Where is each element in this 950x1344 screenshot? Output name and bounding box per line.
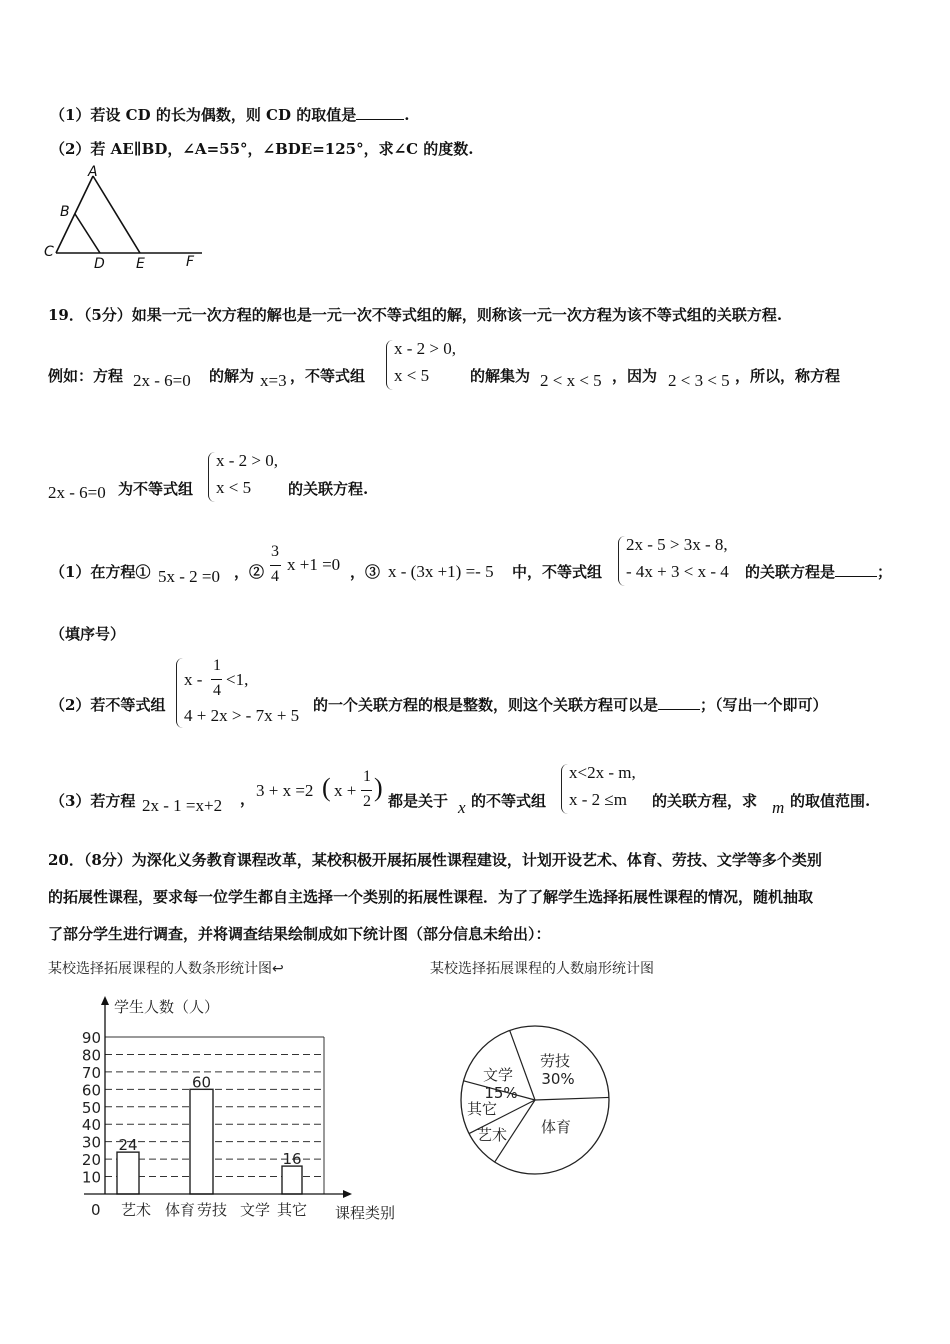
q19-intro: 19．（5分）如果一元一次方程的解也是一元一次不等式组的解，则称该一元一次方程为该不等式组的关联方程. <box>48 306 783 324</box>
pie-percent-label: 15% <box>484 1084 518 1102</box>
p3-prefix: （3）若方程 <box>50 792 136 810</box>
example-solution-set: 2 < x < 5 <box>540 371 602 390</box>
conclusion-ineq-1: x - 2 > 0, <box>216 451 278 470</box>
example-solution: x=3 <box>260 371 287 390</box>
p2-fraction-numerator: 1 <box>213 657 221 674</box>
pie-chart-title: 某校选择拓展课程的人数扇形统计图 <box>430 961 654 977</box>
segment-ae <box>93 176 140 253</box>
brace <box>561 764 568 814</box>
q20-line-2: 的拓展性课程，要求每一位学生都自主选择一个类别的拓展性课程．为了了解学生选择拓展性课程的情况，随机抽取 <box>48 888 814 906</box>
p1-ineq-1: 2x - 5 > 3x - 8, <box>626 535 728 554</box>
p1-comma-1: ，② <box>234 563 265 581</box>
p3-equation-1: 2x - 1 =x+2 <box>142 796 223 815</box>
x-tick-label: 劳技 <box>196 1201 228 1219</box>
conclusion-equation: 2x - 6=0 <box>48 483 106 502</box>
example-check: 2 < 3 < 5 <box>668 371 730 390</box>
p2-suffix: 的一个关联方程的根是整数，则这个关联方程可以是 ；（写出一个即可） <box>313 696 828 714</box>
p1-note: （填序号） <box>50 625 126 643</box>
label-e: E <box>136 256 145 272</box>
p1-suffix: 的关联方程是 ； <box>745 563 893 581</box>
fraction-bar <box>361 790 372 791</box>
brace <box>386 340 393 390</box>
brace <box>208 452 215 502</box>
bar-value-label: 16 <box>282 1150 302 1169</box>
answer-blank[interactable] <box>658 695 700 710</box>
bar-chart <box>40 988 420 1228</box>
example-ineq-1: x - 2 > 0, <box>394 339 456 358</box>
label-b: B <box>60 204 70 220</box>
x-tick-labels <box>121 1201 307 1219</box>
y-tick-label: 80 <box>81 1046 101 1065</box>
right-paren: ) <box>374 773 383 802</box>
origin-label: 0 <box>91 1201 101 1219</box>
x-tick-label: 文学 <box>239 1201 271 1219</box>
bar-value-label: 24 <box>118 1136 138 1155</box>
q18-part1: （1）若设 CD 的长为偶数，则 CD 的取值是 . <box>50 106 410 124</box>
p1-comma-2: ，③ <box>350 563 381 581</box>
y-tick-label: 40 <box>81 1116 101 1135</box>
answer-blank[interactable] <box>835 562 877 577</box>
p3-equation-2-inner: x + <box>334 781 357 800</box>
example-because: ，因为 <box>612 367 658 385</box>
p1-fraction-numerator: 3 <box>271 543 279 560</box>
y-tick-labels <box>82 1029 101 1187</box>
pie-slice-label: 其它 <box>466 1100 498 1118</box>
conclusion-suffix: 的关联方程. <box>288 480 369 498</box>
bar <box>190 1089 213 1194</box>
x-axis-label: 课程类别 <box>335 1204 396 1222</box>
example-ineq-2: x < 5 <box>394 366 430 385</box>
p2-fraction-denominator: 4 <box>213 682 221 699</box>
p3-variable-m: m <box>772 798 785 817</box>
x-tick-label: 体育 <box>164 1201 196 1219</box>
label-c: C <box>44 244 54 260</box>
bar <box>117 1152 139 1194</box>
pie-slice-label: 文学 <box>482 1066 514 1084</box>
brace <box>618 536 625 586</box>
q19-example-prefix: 例如：方程 <box>48 367 124 385</box>
pie-chart <box>440 1020 630 1190</box>
p3-fraction-denominator: 2 <box>363 793 371 810</box>
example-therefore: ，所以，称方程 <box>735 367 841 385</box>
p3-variable-x: x <box>458 798 466 817</box>
p1-equation-3: x - (3x +1) =- 5 <box>388 562 494 581</box>
x-tick-label: 艺术 <box>120 1201 152 1219</box>
label-f: F <box>186 254 195 270</box>
p3-equation-2-pre: 3 + x =2 <box>256 781 314 800</box>
y-axis-arrow-icon <box>101 996 109 1005</box>
fraction-bar <box>211 679 222 680</box>
pie-percent-label: 30% <box>541 1070 575 1088</box>
bar-value-label: 60 <box>191 1073 212 1092</box>
fraction-bar <box>270 565 281 566</box>
example-ineq-label: ，不等式组 <box>290 367 366 385</box>
p3-ineq-1: x<2x - m, <box>569 763 636 782</box>
y-tick-label: 10 <box>81 1168 101 1187</box>
x-axis-arrow-icon <box>343 1190 352 1198</box>
example-equation: 2x - 6=0 <box>133 371 191 390</box>
x-tick-label: 其它 <box>276 1201 308 1219</box>
p3-fraction-numerator: 1 <box>363 768 371 785</box>
q20-line-3: 了部分学生进行调查，并将调查结果绘制成如下统计图（部分信息未给出）： <box>48 925 551 943</box>
pie-slice-label: 劳技 <box>539 1052 571 1070</box>
answer-blank[interactable] <box>356 105 404 120</box>
p3-ineq-2: x - 2 ≤m <box>569 790 627 809</box>
bar <box>282 1166 302 1194</box>
label-a: A <box>88 164 98 180</box>
example-set-label: 的解集为 <box>470 367 531 385</box>
p1-mid: 中，不等式组 <box>512 563 603 581</box>
p1-ineq-2: - 4x + 3 < x - 4 <box>626 562 729 581</box>
bars <box>117 1073 302 1194</box>
y-tick-label: 60 <box>81 1081 101 1100</box>
conclusion-label: 为不等式组 <box>118 480 194 498</box>
q20-line-1: 20．（8分）为深化义务教育课程改革，某校积极开展拓展性课程建设，计划开设艺术、体育、劳技、文学等多个类别 <box>48 851 822 869</box>
segment-bd <box>75 214 100 253</box>
y-tick-label: 90 <box>81 1029 101 1047</box>
y-tick-label: 30 <box>81 1133 101 1152</box>
p1-fraction-denominator: 4 <box>271 568 279 585</box>
q18-part2: （2）若 AE∥BD，∠A=55°，∠BDE=125°，求∠C 的度数. <box>50 140 474 158</box>
label-d: D <box>94 256 105 272</box>
p2-ineq-1-post: <1, <box>226 670 249 689</box>
p2-prefix: （2）若不等式组 <box>50 696 166 714</box>
p3-suffix: 的关联方程，求 <box>652 792 758 810</box>
bar-chart-title: 某校选择拓展课程的人数条形统计图↩ <box>48 961 284 977</box>
example-solution-label: 的解为 <box>209 367 255 385</box>
y-tick-label: 20 <box>81 1151 101 1170</box>
triangle-figure <box>40 164 210 274</box>
pie-slice-label: 艺术 <box>476 1126 508 1144</box>
p2-ineq-1-pre: x - <box>184 670 203 689</box>
pie-slice-label: 体育 <box>540 1118 572 1136</box>
brace <box>176 658 183 728</box>
p3-mid: 都是关于 <box>388 792 449 810</box>
p1-prefix: （1）在方程① <box>50 563 151 581</box>
p2-ineq-2: 4 + 2x > - 7x + 5 <box>184 706 300 725</box>
p1-equation-1: 5x - 2 =0 <box>158 567 220 586</box>
p3-comma: ， <box>240 790 256 808</box>
y-axis-label: 学生人数（人） <box>114 998 220 1016</box>
conclusion-ineq-2: x < 5 <box>216 478 252 497</box>
y-tick-label: 50 <box>81 1098 101 1117</box>
p3-mid-2: 的不等式组 <box>471 792 547 810</box>
p1-equation-2: x +1 =0 <box>287 555 341 574</box>
y-tick-label: 70 <box>81 1063 101 1082</box>
left-paren: ( <box>322 773 331 802</box>
p3-end: 的取值范围. <box>790 792 871 810</box>
